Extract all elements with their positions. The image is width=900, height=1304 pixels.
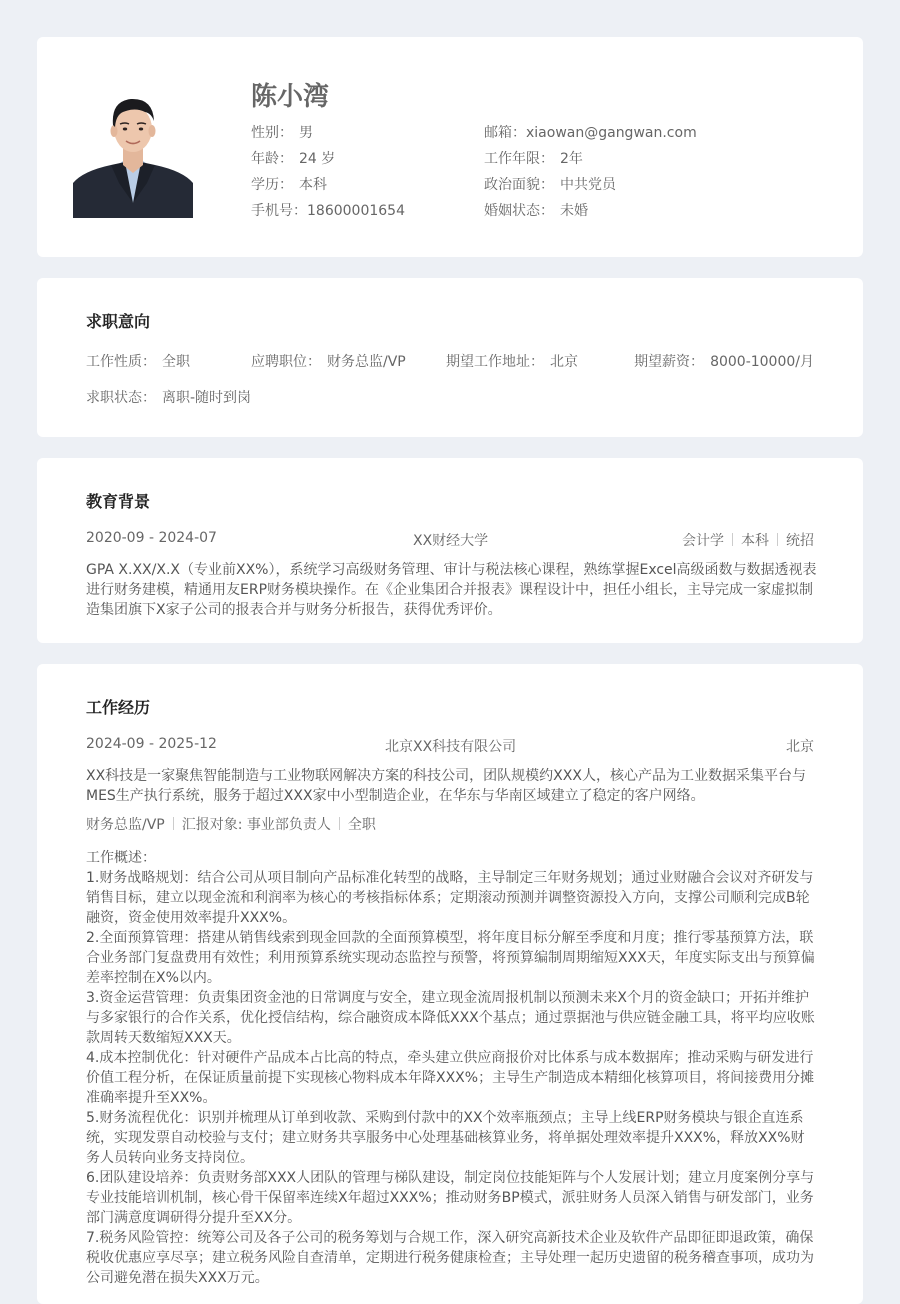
- location-field: [446, 351, 578, 371]
- section-title: 工作经历: [86, 698, 151, 717]
- edu-tags: [682, 530, 814, 550]
- major-tag: 会计学: [682, 533, 724, 549]
- info-value: 24 岁: [299, 151, 336, 167]
- divider: [732, 533, 733, 546]
- report-to-tag: 汇报对象: 事业部负责人: [181, 817, 331, 833]
- info-value: 2年: [560, 151, 583, 167]
- divider: [777, 533, 778, 546]
- section-title: 教育背景: [86, 492, 151, 511]
- enrollment-tag: 统招: [786, 533, 814, 549]
- edu-date: 2020-09 - 2024-07: [86, 530, 217, 546]
- job-type-field: [86, 351, 190, 371]
- list-item: 4.成本控制优化：针对硬件产品成本占比高的特点，牵头建立供应商报价对比体系与成本数据库；推动采购与研发进行价值工程分析，在保证质量前提下实现核心物料成本年降XXX%；主导生产制造成本精细化核算项目，将间接费用分摊准确率提升至XX%。: [86, 1050, 815, 1106]
- info-label: 工作年限：: [484, 151, 554, 167]
- info-value: 离职-随时到岗: [162, 390, 252, 406]
- list-item: 2.全面预算管理：搭建从销售线索到现金回款的全面预算模型，将年度目标分解至季度和月度；推行零基预算方法，联合业务部门复盘费用有效性；利用预算系统实现动态监控与预警，将预算编制周期缩短XXX天，年度实际支出与预算偏差率控制在X%以内。: [86, 930, 815, 986]
- work-experience-card: [37, 664, 863, 1304]
- education-card: [37, 458, 863, 643]
- info-label: 政治面貌：: [484, 177, 554, 193]
- info-value: 8000-10000/月: [710, 354, 814, 370]
- info-value: 本科: [299, 177, 327, 193]
- gender-field: [251, 122, 313, 142]
- divider: [173, 817, 174, 830]
- section-title: 求职意向: [86, 312, 151, 331]
- employment-type-tag: 全职: [347, 817, 376, 833]
- info-value: 全职: [162, 354, 190, 370]
- info-label: 应聘职位：: [251, 354, 321, 370]
- company-intro: XX科技是一家聚焦智能制造与工业物联网解决方案的科技公司，团队规模约XXX人，核心产品为工业数据采集平台与MES生产执行系统，服务于超过XXX家中小型制造企业，在华东与华南区域建立了稳定的客户网络。: [86, 768, 806, 804]
- info-value: 未婚: [560, 203, 588, 219]
- divider: [339, 817, 340, 830]
- info-label: 婚姻状态：: [484, 203, 554, 219]
- work-overview: [86, 848, 818, 1288]
- info-label: 期望工作地址：: [446, 354, 544, 370]
- company-name: 北京XX科技有限公司: [385, 739, 517, 755]
- degree-tag: 本科: [741, 533, 769, 549]
- job-intent-card: [37, 278, 863, 437]
- political-status-field: [484, 174, 616, 194]
- role-tag: 财务总监/VP: [86, 817, 165, 833]
- email-field: [484, 122, 697, 142]
- work-city: 北京: [786, 739, 814, 755]
- phone-field: [251, 200, 405, 220]
- info-label: 手机号：: [251, 203, 307, 219]
- info-value: 北京: [550, 354, 578, 370]
- position-field: [251, 351, 406, 371]
- job-status-field: [86, 387, 251, 407]
- age-field: [251, 148, 335, 168]
- list-item: 1.财务战略规划：结合公司从项目制向产品标准化转型的战略，主导制定三年财务规划；通过业财融合会议对齐研发与销售目标，建立以现金流和利润率为核心的考核指标体系；定期滚动预测并调整资源投入方向，支撑公司顺利完成B轮融资，资金使用效率提升XXX%。: [86, 870, 814, 926]
- info-label: 期望薪资：: [634, 354, 705, 370]
- work-years-field: [484, 148, 583, 168]
- info-label: 求职状态：: [86, 390, 156, 406]
- info-label: 工作性质：: [86, 354, 156, 370]
- info-value: xiaowan@gangwan.com: [526, 125, 697, 141]
- info-value: 男: [299, 125, 313, 141]
- list-item: 7.税务风险管控：统筹公司及各子公司的税务筹划与合规工作，深入研究高新技术企业及软件产品即征即退政策，确保税收优惠应享尽享；建立税务风险自查清单，定期进行税务健康检查；主导处理一起历史遗留的税务稽查事项，成功为公司避免潜在损失XXX万元。: [86, 1230, 814, 1286]
- work-date: 2024-09 - 2025-12: [86, 736, 217, 752]
- candidate-name: 陈小湾: [251, 82, 330, 112]
- profile-card: [37, 37, 863, 257]
- education-field: [251, 174, 327, 194]
- avatar: [73, 85, 193, 218]
- info-label: 邮箱：: [484, 125, 526, 141]
- info-label: 年龄：: [251, 151, 293, 167]
- list-item: 5.财务流程优化：识别并梳理从订单到收款、采购到付款中的XX个效率瓶颈点；主导上线ERP财务模块与银企直连系统，实现发票自动校验与支付；建立财务共享服务中心处理基础核算业务，将单据处理效率提升XXX%，释放XX%财务人员转向业务支持岗位。: [86, 1110, 805, 1166]
- info-value: 18600001654: [307, 203, 405, 219]
- overview-label: 工作概述：: [86, 850, 156, 866]
- edu-description: GPA X.XX/X.X（专业前XX%），系统学习高级财务管理、审计与税法核心课程，熟练掌握Excel高级函数与数据透视表进行财务建模，精通用友ERP财务模块操作。在《企业集团合并报表》课程设计中，担任小组长，主导完成一家虚拟制造集团旗下X家子公司的报表合并与财务分析报告，获得优秀评价。: [86, 562, 817, 618]
- list-item: 3.资金运营管理：负责集团资金池的日常调度与安全，建立现金流周报机制以预测未来X个月的资金缺口；开拓并维护与多家银行的合作关系，优化授信结构，综合融资成本降低XXX个基点；通过票据池与供应链金融工具，将平均应收账款周转天数缩短XXX天。: [86, 990, 815, 1046]
- info-label: 性别：: [251, 125, 293, 141]
- list-item: 6.团队建设培养：负责财务部XXX人团队的管理与梯队建设，制定岗位技能矩阵与个人发展计划；建立月度案例分享与专业技能培训机制，核心骨干保留率连续X年超过XXX%；推动财务BP模式，派驻财务人员深入销售与研发部门，业务部门满意度调研得分提升至XX分。: [86, 1170, 815, 1226]
- info-value: 中共党员: [560, 177, 616, 193]
- school-name: XX财经大学: [413, 533, 489, 549]
- salary-field: [634, 351, 814, 371]
- info-label: 学历：: [251, 177, 293, 193]
- marital-status-field: [484, 200, 588, 220]
- info-value: 财务总监/VP: [327, 354, 406, 370]
- work-tags: [86, 814, 376, 834]
